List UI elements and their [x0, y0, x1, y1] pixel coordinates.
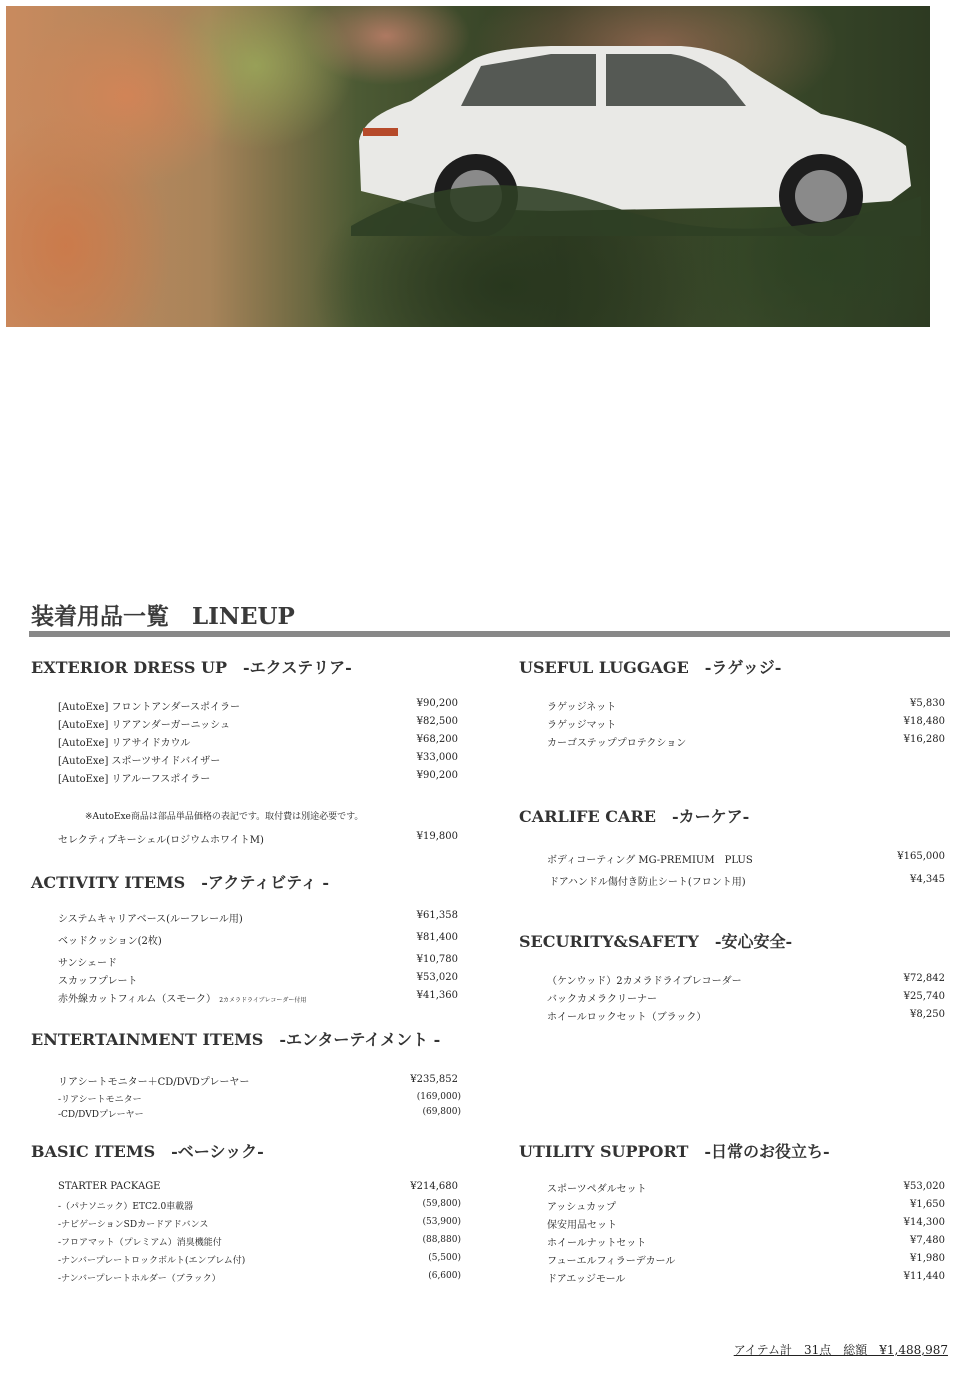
item-name: スポーツペダルセット [547, 1184, 647, 1195]
item-price: (69,800) [422, 1107, 461, 1117]
section-heading-security: SECURITY&SAFETY -安心安全- [519, 932, 793, 951]
autoexe-price-note: ※AutoExe商品は部品単品価格の表記です。取付費は別途必要です。 [85, 812, 364, 822]
item-name: -ナンバープレートロックボルト(エンブレム付) [58, 1256, 246, 1266]
item-name: （ケンウッド）2カメラドライブレコーダー [547, 976, 742, 987]
item-price: ¥81,400 [416, 932, 458, 943]
item-price: ¥68,200 [416, 734, 458, 745]
item-name: 保安用品セット [547, 1220, 617, 1231]
item-price: ¥53,020 [416, 972, 458, 983]
item-name: -ナンバープレートホルダー（ブラック） [58, 1274, 221, 1284]
item-name: サンシェード [58, 958, 118, 969]
item-price: ¥90,200 [416, 770, 458, 781]
item-name: -ナビゲーションSDカードアドバンス [58, 1220, 209, 1230]
item-name: ボディコーティング MG-PREMIUM PLUS [547, 855, 753, 866]
section-heading-luggage: USEFUL LUGGAGE -ラゲッジ- [519, 658, 782, 677]
item-name: [AutoExe] スポーツサイドバイザー [58, 756, 221, 767]
item-price: ¥82,500 [416, 716, 458, 727]
item-name: アッシュカップ [547, 1202, 616, 1213]
item-name: セレクティブキーシェル(ロジウムホワイトM) [58, 835, 264, 846]
item-name: STARTER PACKAGE [58, 1181, 161, 1192]
item-price: ¥16,280 [903, 734, 945, 745]
item-name-text: 赤外線カットフィルム（スモーク） [58, 994, 216, 1005]
item-name: ドアエッジモール [547, 1274, 626, 1285]
page-title: 装着用品一覧 LINEUP [31, 603, 295, 630]
item-price: ¥25,740 [903, 991, 945, 1002]
item-price: (169,000) [416, 1092, 461, 1102]
item-price: ¥1,980 [910, 1253, 945, 1264]
item-name: リアシートモニター＋CD/DVDプレーヤー [58, 1077, 250, 1088]
item-price: ¥19,800 [416, 831, 458, 842]
section-heading-utility: UTILITY SUPPORT -日常のお役立ち- [519, 1142, 830, 1161]
item-name: ホイールロックセット（ブラック） [547, 1012, 707, 1023]
item-name: システムキャリアベース(ルーフレール用) [58, 914, 243, 925]
item-price: (5,500) [428, 1253, 461, 1263]
item-name: -（パナソニック）ETC2.0車載器 [58, 1202, 194, 1212]
item-price: ¥11,440 [903, 1271, 945, 1282]
item-price: (88,880) [422, 1235, 461, 1245]
item-name: スカッフプレート [58, 976, 138, 987]
item-name: ドアハンドル傷付き防止シート(フロント用) [549, 877, 746, 888]
item-price: ¥165,000 [897, 851, 945, 862]
grand-total: アイテム計 31点 総額 ¥1,488,987 [733, 1343, 948, 1357]
item-name: フューエルフィラーデカール [547, 1256, 676, 1267]
item-price: ¥8,250 [910, 1009, 945, 1020]
item-name: バックカメラクリーナー [547, 994, 657, 1005]
section-heading-basic: BASIC ITEMS -ベーシック- [31, 1142, 264, 1161]
section-heading-entertainment: ENTERTAINMENT ITEMS -エンターテイメント - [31, 1030, 441, 1049]
item-name: ベッドクッション(2枚) [58, 936, 162, 947]
item-price: ¥214,680 [410, 1181, 458, 1192]
item-price: ¥72,842 [903, 973, 945, 984]
item-name [58, 990, 306, 1005]
item-price: ¥7,480 [910, 1235, 945, 1246]
item-name: [AutoExe] リアルーフスポイラー [58, 774, 211, 785]
item-price: ¥4,345 [910, 874, 945, 885]
hero-photo [6, 6, 930, 327]
item-name: [AutoExe] リアアンダーガーニッシュ [58, 720, 230, 731]
item-price: (6,600) [428, 1271, 461, 1281]
title-divider [29, 631, 950, 637]
section-heading-carlife: CARLIFE CARE -カーケア- [519, 807, 750, 826]
item-name: [AutoExe] フロントアンダースポイラー [58, 702, 240, 713]
item-price: (53,900) [422, 1217, 461, 1227]
item-name-suffix: 2カメラドライブレコーダー付用 [219, 997, 307, 1004]
item-name: カーゴステッププロテクション [547, 738, 687, 749]
item-price: ¥18,480 [903, 716, 945, 727]
item-price: ¥33,000 [416, 752, 458, 763]
item-price: ¥61,358 [416, 910, 458, 921]
white-suv-illustration [351, 36, 921, 236]
item-name: ラゲッジマット [547, 720, 617, 731]
item-price: ¥14,300 [903, 1217, 945, 1228]
item-price: ¥41,360 [416, 990, 458, 1001]
item-price: (59,800) [422, 1199, 461, 1209]
item-price: ¥235,852 [410, 1074, 458, 1085]
item-price: ¥53,020 [903, 1181, 945, 1192]
item-name: -リアシートモニター [58, 1095, 142, 1105]
item-price: ¥10,780 [416, 954, 458, 965]
item-name: [AutoExe] リアサイドカウル [58, 738, 191, 749]
item-name: ホイールナットセット [547, 1238, 647, 1249]
section-heading-exterior: EXTERIOR DRESS UP -エクステリア- [31, 658, 352, 677]
item-price: ¥5,830 [910, 698, 945, 709]
section-heading-activity: ACTIVITY ITEMS -アクティビティ - [31, 873, 329, 892]
item-name: ラゲッジネット [547, 702, 617, 713]
item-price: ¥1,650 [910, 1199, 945, 1210]
item-price: ¥90,200 [416, 698, 458, 709]
item-name: -フロアマット（プレミアム）消臭機能付 [58, 1238, 222, 1248]
item-name: -CD/DVDプレーヤー [58, 1110, 144, 1120]
